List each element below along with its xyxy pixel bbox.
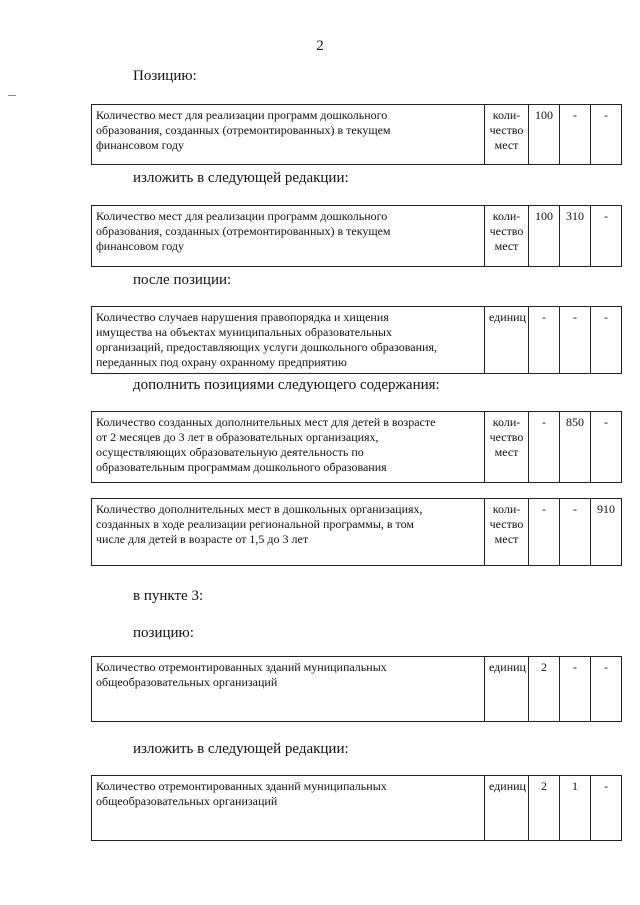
- table-row-1: [91, 104, 622, 165]
- row-unit: коли- чество мест: [485, 105, 529, 165]
- row-value-2: -: [560, 657, 591, 722]
- row-description: Количество отремонтированных зданий муниципальных общеобразовательных организаций: [92, 776, 485, 841]
- row-value-3: -: [591, 105, 622, 165]
- row-value-2: 850: [560, 412, 591, 483]
- paragraph-item-3: в пункте 3:: [133, 588, 204, 604]
- margin-mark: [8, 95, 16, 96]
- row-description: Количество мест для реализации программ дошкольного образования, созданных (отремонтированных) в текущем финансовом году: [92, 105, 485, 165]
- row-description: Количество случаев нарушения правопорядка и хищения имущества на объектах муниципальных образовательных организаций, предоставляющих услуги дошкольного образования, переданных под охрану охранному предприятию: [92, 307, 485, 374]
- row-value-2: -: [560, 307, 591, 374]
- row-value-1: 2: [529, 657, 560, 722]
- row-value-2: -: [560, 499, 591, 566]
- row-value-1: 2: [529, 776, 560, 841]
- paragraph-new-edition-lower: изложить в следующей редакции:: [133, 741, 349, 757]
- row-description: Количество созданных дополнительных мест для детей в возрасте от 2 месяцев до 3 лет в образовательных организациях, осуществляющих образовательную деятельность по образовательным программам дошкольного образования: [92, 412, 485, 483]
- paragraph-position: Позицию:: [133, 68, 197, 84]
- row-value-1: -: [529, 499, 560, 566]
- page-number: 2: [316, 38, 324, 54]
- row-unit: коли- чество мест: [485, 499, 529, 566]
- row-unit: единиц: [485, 307, 529, 374]
- row-value-2: 310: [560, 206, 591, 267]
- row-value-1: -: [529, 412, 560, 483]
- paragraph-add-positions: дополнить позициями следующего содержания:: [133, 377, 440, 393]
- row-unit: единиц: [485, 776, 529, 841]
- row-description: Количество отремонтированных зданий муниципальных общеобразовательных организаций: [92, 657, 485, 722]
- row-unit: коли- чество мест: [485, 412, 529, 483]
- table-row-7: [91, 775, 622, 841]
- table-row-6: [91, 656, 622, 722]
- table-row-3: [91, 306, 622, 374]
- row-unit: коли- чество мест: [485, 206, 529, 267]
- row-value-3: -: [591, 206, 622, 267]
- table-row-4: [91, 411, 622, 483]
- row-value-3: -: [591, 307, 622, 374]
- table-row-2: [91, 205, 622, 267]
- row-value-2: 1: [560, 776, 591, 841]
- row-unit: единиц: [485, 657, 529, 722]
- row-description: Количество дополнительных мест в дошкольных организациях, созданных в ходе реализации региональной программы, в том числе для детей в возрасте от 1,5 до 3 лет: [92, 499, 485, 566]
- table-row-5: [91, 498, 622, 566]
- paragraph-position-lower: позицию:: [133, 625, 194, 641]
- row-value-1: -: [529, 307, 560, 374]
- row-value-1: 100: [529, 206, 560, 267]
- row-value-3: 910: [591, 499, 622, 566]
- row-description: Количество мест для реализации программ дошкольного образования, созданных (отремонтированных) в текущем финансовом году: [92, 206, 485, 267]
- row-value-2: -: [560, 105, 591, 165]
- row-value-3: -: [591, 412, 622, 483]
- row-value-1: 100: [529, 105, 560, 165]
- row-value-3: -: [591, 776, 622, 841]
- row-value-3: -: [591, 657, 622, 722]
- paragraph-after-position: после позиции:: [133, 272, 232, 288]
- paragraph-new-edition: изложить в следующей редакции:: [133, 170, 349, 186]
